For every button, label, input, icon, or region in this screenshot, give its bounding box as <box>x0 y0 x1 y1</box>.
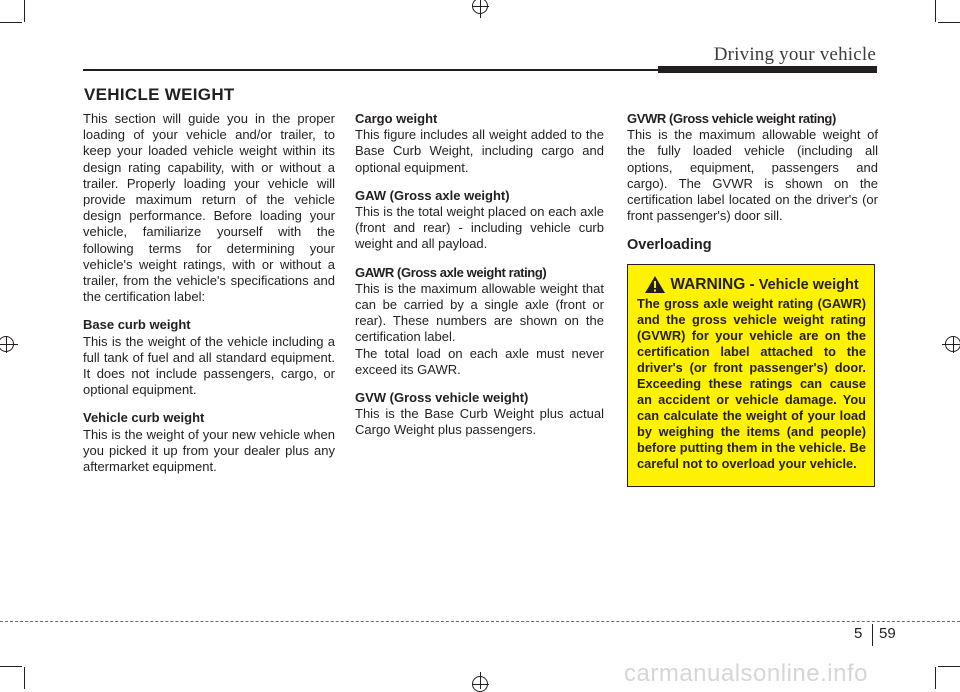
header-bar <box>658 66 877 73</box>
crop-mark <box>0 22 22 23</box>
gaw-text: This is the total weight placed on each axle (front and rear) - including vehicle curb weight and all payload. <box>355 204 604 252</box>
vehicle-curb-weight-text: This is the weight of your new vehicle when you picked it up from your dealer plus any aftermarket equipment. <box>83 426 335 475</box>
crop-mark <box>938 22 960 23</box>
warning-text: The gross axle weight rating (GAWR) and the gross vehicle weight rating (GVWR) for your vehicle are on the certification label attached to the driver's (or front passenger's) door. Exceeding these ratings can cause an accident or vehicle damage. You can calculate the weight of your load by weighing the items (and people) before putting them in the vehicle. Be careful not to overload your vehicle. <box>637 296 866 471</box>
gvwr-text: This is the maximum allowable weight of the fully loaded vehicle (including all options, equipment, passengers and cargo). The GVWR is shown on the certification label located on the driver's (or front passenger's) door sill. <box>627 127 878 224</box>
gvwr-heading: GVWR (Gross vehicle weight rating) <box>627 111 836 126</box>
warning-label: WARNING - <box>670 275 755 293</box>
crop-mark <box>0 666 22 667</box>
gvw-heading: GVW (Gross vehicle weight) <box>355 390 529 406</box>
registration-mark <box>0 336 14 352</box>
base-curb-weight-heading: Base curb weight <box>83 317 191 333</box>
page-number-separator <box>872 624 873 646</box>
registration-mark <box>472 676 488 692</box>
footer-rule <box>0 621 960 622</box>
intro-paragraph: This section will guide you in the proper loading of your vehicle and/or trailer, to keep your loaded vehicle weight within its design rating capability, with or without a trailer. Properly loading your vehicle will provide maximum return of the vehicle design performance. Before loading your vehicle, familiarize yourself with the following terms for determining your vehicle's weight ratings, with or without a trailer, from the vehicle's specifications and the certification label: <box>83 111 335 305</box>
gvw-text: This is the Base Curb Weight plus actual Cargo Weight plus passengers. <box>355 406 604 438</box>
section-number: 5 <box>854 625 863 642</box>
gawr-heading: GAWR (Gross axle weight rating) <box>355 264 547 280</box>
header-rule <box>83 69 658 71</box>
section-title: VEHICLE WEIGHT <box>84 85 235 104</box>
watermark: carmanualsonline.info <box>624 660 868 687</box>
page-number: 59 <box>879 625 896 642</box>
registration-mark <box>945 336 960 352</box>
warning-triangle-icon <box>644 275 666 294</box>
vehicle-curb-weight-heading: Vehicle curb weight <box>83 410 205 426</box>
crop-mark <box>24 0 25 22</box>
column-2 <box>355 111 604 439</box>
overloading-heading: Overloading <box>627 237 712 253</box>
registration-mark <box>472 0 488 14</box>
cargo-weight-text: This figure includes all weight added to the Base Curb Weight, including cargo and optional equipment. <box>355 127 604 175</box>
crop-mark <box>938 666 960 667</box>
chapter-title: Driving your vehicle <box>713 44 876 65</box>
gaw-heading: GAW (Gross axle weight) <box>355 187 510 203</box>
warning-header <box>637 275 866 294</box>
crop-mark <box>935 667 936 689</box>
warning-box <box>627 264 875 487</box>
base-curb-weight-text: This is the weight of the vehicle including a full tank of fuel and all standard equipment. It does not include passengers, cargo, or optional equipment. <box>83 333 335 398</box>
warning-subject: Vehicle weight <box>758 276 859 293</box>
cargo-weight-heading: Cargo weight <box>355 111 438 126</box>
column-3 <box>627 111 878 224</box>
column-1 <box>83 111 335 475</box>
gawr-note: The total load on each axle must never exceed its GAWR. <box>355 345 604 377</box>
crop-mark <box>935 0 936 22</box>
gawr-text: This is the maximum allowable weight that can be carried by a single axle (front or rear). These numbers are shown on the certification label. <box>355 280 604 345</box>
crop-mark <box>24 667 25 689</box>
